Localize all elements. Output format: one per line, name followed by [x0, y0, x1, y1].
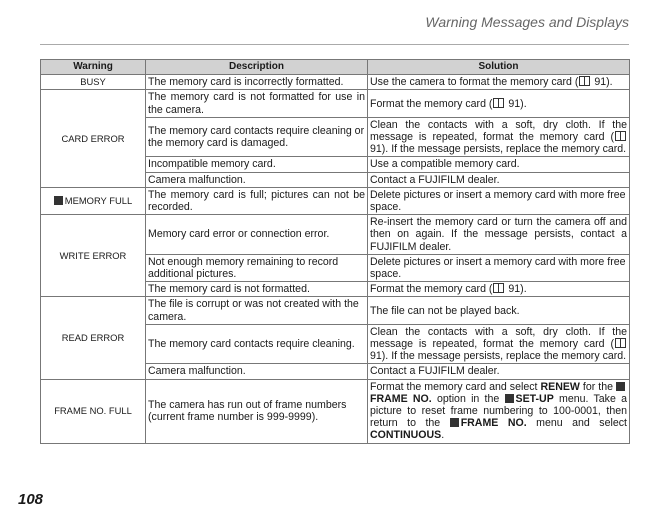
solution-text: . — [441, 429, 445, 442]
memory-card-icon — [54, 196, 63, 205]
table-row — [41, 297, 630, 324]
warning-card-error: CARD ERROR — [41, 90, 146, 187]
description-cell: The memory card contacts require cleaning or the memory card is damaged. — [146, 117, 368, 157]
description-cell: The memory card is not formatted. — [146, 282, 368, 297]
page-reference-icon — [615, 338, 626, 348]
table-row — [41, 75, 630, 90]
page-reference-icon — [615, 131, 626, 141]
description-cell: Memory card error or connection error. — [146, 215, 368, 255]
page-reference-icon — [493, 283, 504, 293]
solution-text: 91). If the message persists, replace the memory card. — [370, 350, 627, 363]
frame-number-icon — [450, 418, 459, 427]
solution-text: 91). — [505, 283, 527, 296]
solution-cell — [368, 117, 630, 157]
description-cell: The memory card is incorrectly formatted. — [146, 75, 368, 90]
description-cell: The memory card contacts require cleaning. — [146, 324, 368, 364]
warning-memory-full: MEMORY FULL — [64, 194, 133, 206]
page-number: 108 — [18, 491, 44, 508]
warning-frame-no-full: FRAME NO. FULL — [41, 379, 146, 443]
description-cell: Camera malfunction. — [146, 364, 368, 379]
solution-cell — [368, 379, 630, 443]
solution-cell: Delete pictures or insert a memory card with more free space. — [368, 254, 630, 281]
table-header-row — [41, 60, 630, 75]
solution-text: Clean the contacts with a soft, dry cloth. If the message is repeated, format the memory card ( — [370, 325, 627, 351]
warning-memory-full-cell — [41, 187, 146, 214]
description-cell: The memory card is not formatted for use in the camera. — [146, 90, 368, 117]
warning-read-error: READ ERROR — [41, 297, 146, 379]
table-row — [41, 379, 630, 443]
column-header-description: Description — [146, 60, 368, 75]
warning-busy: BUSY — [41, 75, 146, 90]
solution-text: 91). — [591, 76, 613, 89]
solution-text: for the — [579, 380, 617, 393]
solution-cell: The file can not be played back. — [368, 297, 630, 324]
description-cell: Not enough memory remaining to record additional pictures. — [146, 254, 368, 281]
solution-text: 91). — [505, 97, 527, 110]
description-cell: The camera has run out of frame numbers (current frame number is 999-9999). — [146, 379, 368, 443]
solution-text: Format the memory card ( — [370, 97, 493, 110]
solution-text: Clean the contacts with a soft, dry cloth. If the message is repeated, format the memory card ( — [370, 118, 627, 144]
description-cell: The file is corrupt or was not created with the camera. — [146, 297, 368, 324]
solution-text: Format the memory card and select — [370, 380, 541, 393]
warning-messages-table — [40, 59, 630, 444]
description-cell: Camera malfunction. — [146, 172, 368, 187]
solution-text: Format the memory card ( — [370, 283, 493, 296]
solution-text: Use the camera to format the memory card ( — [370, 76, 579, 89]
menu-option-renew: RENEW — [540, 380, 580, 393]
solution-cell: Contact a FUJIFILM dealer. — [368, 364, 630, 379]
solution-cell — [368, 90, 630, 117]
solution-cell: Re-insert the memory card or turn the camera off and then on again. If the message persists, contact a FUJIFILM dealer. — [368, 215, 630, 255]
table-row — [41, 215, 630, 255]
table-row — [41, 187, 630, 214]
setup-menu-icon — [505, 394, 514, 403]
solution-text: option in the — [431, 392, 505, 405]
warning-write-error: WRITE ERROR — [41, 215, 146, 297]
column-header-warning: Warning — [41, 60, 146, 75]
solution-cell — [368, 282, 630, 297]
description-cell: The memory card is full; pictures can not be recorded. — [146, 187, 368, 214]
frame-number-icon — [616, 382, 625, 391]
solution-cell — [368, 75, 630, 90]
solution-text: menu and select — [526, 417, 627, 430]
solution-text: menu. Take a picture to reset frame numbering to 100-0001, then return to the — [370, 392, 627, 430]
solution-text: 91). If the message persists, replace the memory card. — [370, 143, 627, 156]
menu-option-continuous: CONTINUOUS — [370, 429, 442, 442]
menu-option-frame-no: FRAME NO. — [370, 392, 432, 405]
solution-cell — [368, 324, 630, 364]
column-header-solution: Solution — [368, 60, 630, 75]
description-cell: Incompatible memory card. — [146, 157, 368, 172]
solution-cell: Contact a FUJIFILM dealer. — [368, 172, 630, 187]
table-row — [41, 90, 630, 117]
header-divider — [40, 44, 629, 45]
solution-cell: Use a compatible memory card. — [368, 157, 630, 172]
menu-setup: SET-UP — [515, 392, 554, 405]
menu-option-frame-no: FRAME NO. — [460, 417, 527, 430]
page-header-title: Warning Messages and Displays — [425, 14, 629, 30]
solution-cell: Delete pictures or insert a memory card with more free space. — [368, 187, 630, 214]
page-reference-icon — [579, 76, 590, 86]
page-reference-icon — [493, 98, 504, 108]
